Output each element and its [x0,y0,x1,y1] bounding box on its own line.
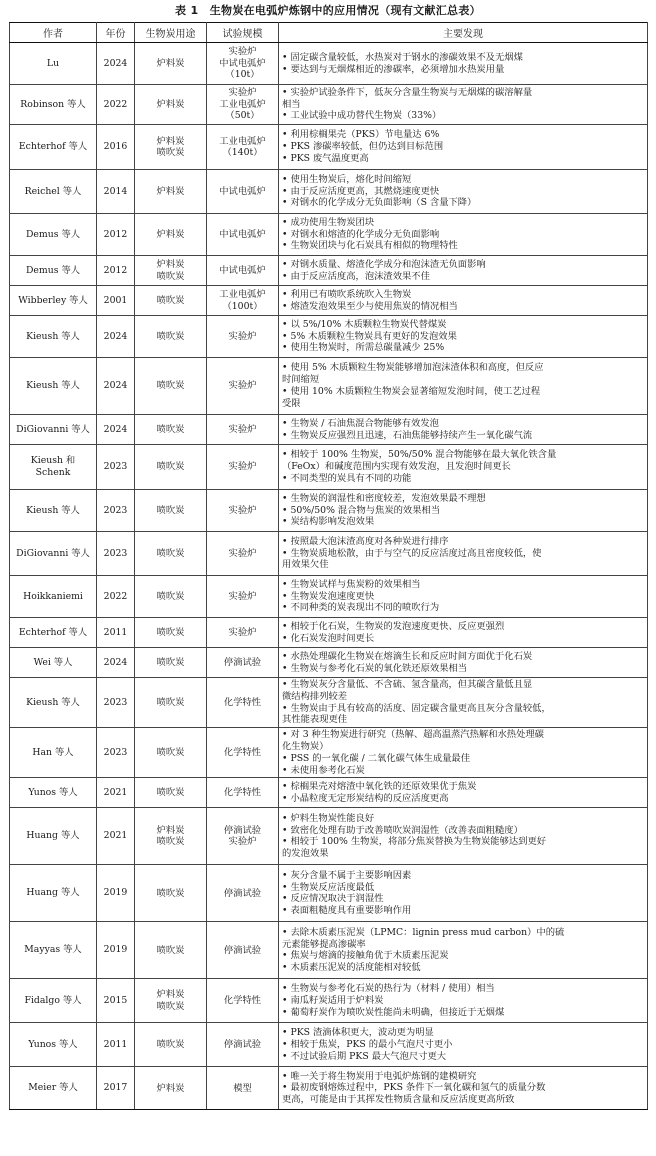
findings-cell [279,618,648,648]
finding-line: 化生物炭） [282,740,329,752]
year-cell: 2014 [97,170,135,214]
finding-line: • 按照最大泡沫渣高度对各种炭进行排序 [282,535,449,547]
year-cell: 2022 [97,576,135,618]
scale-line: 实验炉 [228,380,257,392]
finding-line: • 生物炭灰分含量低、不含硫、氢含量高，但其碳含量低且显 [282,679,533,690]
finding-line: 时间缩短 [282,374,320,386]
finding-line: • 利用已有喷吹系统吹入生物炭 [282,288,412,300]
findings-cell [279,648,648,678]
scale-line: 停滴试验 [223,944,262,956]
table-row [10,214,648,256]
findings-cell [279,728,648,778]
use-cell [135,648,207,678]
finding-line: • 生物炭反应活度最低 [282,881,375,893]
scale-line: 停滴试验 [223,656,262,668]
use-cell [135,490,207,532]
use-line: 炉料炭 [156,57,185,69]
year-cell: 2023 [97,678,135,728]
finding-line: 微结构排列较差 [282,690,348,702]
header-author: 作者 [10,23,97,43]
scale-line: 实验炉 [228,836,257,848]
table-row [10,358,648,415]
finding-line: • 生物炭与参考化石炭的热行为（材料 / 使用）相当 [282,983,495,995]
use-line: 喷吹炭 [156,380,185,392]
use-cell [135,576,207,618]
use-cell [135,678,207,728]
table-row [10,728,648,778]
scale-cell [207,808,279,865]
scale-line: 实验炉 [228,626,257,638]
finding-line: • 生物炭质地松散，由于与空气的反应活度过高且密度较低，使 [282,547,542,559]
year-cell: 2021 [97,808,135,865]
scale-cell [207,778,279,808]
table-row [10,778,648,808]
table-row [10,256,648,286]
findings-cell [279,358,648,415]
author-cell: Demus 等人 [10,256,97,286]
use-line: 喷吹炭 [156,1000,185,1012]
use-line: 喷吹炭 [156,504,185,516]
table-row [10,678,648,728]
use-line: 炉料炭 [156,259,185,271]
scale-line: 实验炉 [228,423,257,435]
scale-cell [207,865,279,922]
finding-line: • 反应情况取决于润湿性 [282,893,384,905]
scale-line: 中试电弧炉 [219,185,266,197]
literature-table [9,22,648,1110]
use-cell [135,445,207,490]
use-cell [135,415,207,445]
use-line: 喷吹炭 [156,590,185,602]
table-row [10,415,648,445]
findings-cell [279,865,648,922]
use-line: 喷吹炭 [156,656,185,668]
finding-line: • 最初废钢熔炼过程中，PKS 条件下一氧化碳和氢气的质量分数 [282,1082,546,1094]
findings-cell [279,979,648,1023]
scale-line: 工业电弧炉 [219,135,266,147]
author-cell: Huang 等人 [10,808,97,865]
scale-line: 化学特性 [223,747,262,759]
year-cell: 2012 [97,256,135,286]
use-line: 炉料炭 [156,98,185,110]
finding-line: • 水热处理碳化生物炭在熔滴生长和反应时间方面优于化石炭 [282,650,533,662]
findings-cell [279,1023,648,1067]
finding-line: • 不过试验后期 PKS 最大气泡尺寸更大 [282,1050,447,1062]
finding-line: • 熔渣发泡效果至少与使用焦炭的情况相当 [282,300,458,312]
year-cell: 2019 [97,922,135,979]
scale-line: 工业电弧炉 [219,98,266,110]
finding-line: • PKS 渣滴体积更大，波动更为明显 [282,1027,434,1039]
use-cell [135,85,207,125]
scale-cell [207,316,279,358]
use-line: 喷吹炭 [156,787,185,799]
author-cell: Kieush 等人 [10,358,97,415]
use-cell [135,808,207,865]
findings-cell [279,214,648,256]
use-line: 炉料炭 [156,185,185,197]
author-cell: Huang 等人 [10,865,97,922]
use-line: 炉料炭 [156,228,185,240]
findings-cell [279,532,648,576]
finding-line: • 不同类型的炭具有不同的功能 [282,472,412,484]
use-cell [135,865,207,922]
table-row [10,43,648,85]
scale-line: 实验炉 [228,46,257,58]
finding-line: 相当 [282,98,301,110]
scale-line: 化学特性 [223,995,262,1007]
finding-line: 用效果欠佳 [282,559,329,571]
use-cell [135,532,207,576]
finding-line: • 相较于 100% 生物炭，将部分焦炭替换为生物炭能够达到更好 [282,836,547,848]
scale-line: 工业电弧炉 [219,289,266,301]
scale-cell [207,979,279,1023]
scale-line: 中试电弧炉 [219,264,266,276]
use-line: 喷吹炭 [156,887,185,899]
use-line: 炉料炭 [156,989,185,1001]
use-cell [135,979,207,1023]
scale-cell [207,728,279,778]
scale-line: 化学特性 [223,787,262,799]
use-line: 喷吹炭 [156,294,185,306]
scale-line: （10t） [225,69,260,81]
scale-line: 实验炉 [228,504,257,516]
use-line: 炉料炭 [156,1082,185,1094]
findings-cell [279,170,648,214]
use-cell [135,618,207,648]
finding-line: • 固定碳含量较低，水热炭对于钢水的渗碳效果不及无烟煤 [282,51,523,63]
scale-cell [207,415,279,445]
scale-cell [207,618,279,648]
author-cell: Fidalgo 等人 [10,979,97,1023]
header-findings: 主要发现 [279,23,648,43]
scale-line: 停滴试验 [223,824,262,836]
use-line: 炉料炭 [156,824,185,836]
findings-cell [279,125,648,170]
author-cell: Kieush 等人 [10,678,97,728]
header-row [10,23,648,43]
header-year: 年份 [97,23,135,43]
finding-line: 元素能够提高渗碳率 [282,938,366,950]
finding-line: • 要达到与无烟煤相近的渗碳率，必须增加水热炭用量 [282,63,505,75]
findings-cell [279,922,648,979]
year-cell: 2012 [97,214,135,256]
table-row [10,648,648,678]
author-cell: Robinson 等人 [10,85,97,125]
use-cell [135,358,207,415]
author-cell: Reichel 等人 [10,170,97,214]
table-row [10,865,648,922]
author-cell: DiGiovanni 等人 [10,532,97,576]
finding-line: • 生物炭与参考化石炭的氧化铁还原效果相当 [282,662,468,674]
author-cell: Meier 等人 [10,1067,97,1110]
finding-line: • 南瓜籽炭适用于炉料炭 [282,994,384,1006]
finding-line: • 使用生物炭时，所需总碳量减少 25% [282,342,445,354]
table-row [10,490,648,532]
scale-line: 实验炉 [228,547,257,559]
table-row [10,922,648,979]
author-cell: Yunos 等人 [10,778,97,808]
findings-cell [279,256,648,286]
use-line: 喷吹炭 [156,147,185,158]
findings-cell [279,678,648,728]
finding-line: • 去除木质素压泥炭（LPMC：lignin press mud carbon）中的硫 [282,926,565,938]
finding-line: • 工业试验中成功替代生物炭（33%） [282,110,442,122]
finding-line: • 灰分含量不属于主要影响因素 [282,869,412,881]
findings-cell [279,85,648,125]
finding-line: 其性能表现更佳 [282,714,348,726]
author-cell: Demus 等人 [10,214,97,256]
author-cell: Echterhof 等人 [10,125,97,170]
author-cell: Kieush 和 Schenk [10,445,97,490]
finding-line: • 实验炉试验条件下，低灰分含量生物炭与无烟煤的碳溶解量 [282,86,533,98]
use-cell [135,316,207,358]
finding-line: • 对钢水和熔渣的化学成分无负面影响 [282,228,440,240]
finding-line: • 生物炭 / 石油焦混合物能够有效发泡 [282,417,439,429]
use-line: 喷吹炭 [156,1039,185,1051]
finding-line: • 使用 10% 木质颗粒生物炭会显著缩短发泡时间，使工艺过程 [282,386,541,397]
table-row [10,445,648,490]
findings-cell [279,316,648,358]
author-cell: Kieush 等人 [10,490,97,532]
scale-cell [207,358,279,415]
scale-line: 实验炉 [228,590,257,602]
finding-line: • 相较于焦炭，PKS 的最小气泡尺寸更小 [282,1038,453,1050]
year-cell: 2023 [97,728,135,778]
scale-cell [207,125,279,170]
finding-line: • 小晶粒度无定形炭结构的反应活度更高 [282,792,449,804]
table-row [10,1023,648,1067]
scale-cell [207,678,279,728]
use-cell [135,125,207,170]
findings-cell [279,778,648,808]
finding-line: • 由于反应活度高，泡沫渣效果不佳 [282,270,430,282]
use-cell [135,778,207,808]
finding-line: • 使用 5% 木质颗粒生物炭能够增加泡沫渣体积和高度，但反应 [282,362,544,374]
finding-line: • 相较于 100% 生物炭，50%/50% 混合物能够在最大氧化铁含量 [282,449,557,461]
year-cell: 2023 [97,532,135,576]
year-cell: 2011 [97,618,135,648]
findings-cell [279,286,648,316]
scale-line: 实验炉 [228,461,257,473]
finding-line: • 表面粗糙度具有重要影响作用 [282,905,412,917]
use-line: 喷吹炭 [156,747,185,759]
year-cell: 2024 [97,316,135,358]
finding-line: • 使用生物炭后，熔化时间缩短 [282,173,412,185]
use-cell [135,1067,207,1110]
table-row [10,170,648,214]
scale-cell [207,445,279,490]
table-row [10,618,648,648]
table-row [10,125,648,170]
use-cell [135,256,207,286]
table-row [10,532,648,576]
scale-cell [207,43,279,85]
scale-cell [207,532,279,576]
use-cell [135,922,207,979]
findings-cell [279,445,648,490]
author-cell: Lu [10,43,97,85]
finding-line: • 唯一关于将生物炭用于电弧炉炼钢的建模研究 [282,1070,477,1082]
table-row [10,576,648,618]
scale-cell [207,490,279,532]
use-cell [135,728,207,778]
finding-line: • PKS 渗碳率较低，但仍达到目标范围 [282,141,444,153]
year-cell: 2021 [97,778,135,808]
scale-line: 中试电弧炉 [219,228,266,240]
table-row [10,808,648,865]
finding-line: • 生物炭的润湿性和密度较差，发泡效果最不理想 [282,492,486,504]
scale-line: 化学特性 [223,696,262,708]
finding-line: • 炭结构影响发泡效果 [282,516,375,528]
header-scale: 试验规模 [207,23,279,43]
finding-line: • 不同种类的炭表现出不同的喷吹行为 [282,602,440,614]
finding-line: 的发泡效果 [282,848,329,860]
use-line: 喷吹炭 [156,330,185,342]
finding-line: • 对钢水的化学成分无负面影响（S 含量下降） [282,197,477,209]
author-cell: Han 等人 [10,728,97,778]
finding-line: • 相较于化石炭，生物炭的发泡速度更快、反应更强烈 [282,620,505,632]
scale-line: 实验炉 [228,330,257,342]
header-use: 生物炭用途 [135,23,207,43]
use-cell [135,286,207,316]
finding-line: • 生物炭由于具有较高的活度、固定碳含量更高且灰分含量较低， [282,702,551,714]
table-row [10,85,648,125]
finding-line: 受限 [282,397,301,409]
scale-cell [207,256,279,286]
finding-line: • 生物炭反应强烈且迅速，石油焦能够持续产生一氧化碳气流 [282,429,533,441]
author-cell: Wibberley 等人 [10,286,97,316]
finding-line: • 利用棕榈果壳（PKS）节电量达 6% [282,129,440,141]
scale-line: 中试电弧炉 [219,57,266,69]
finding-line: • 成功使用生物炭团块 [282,216,375,228]
finding-line: • 致密化处理有助于改善喷吹炭润湿性（改善表面粗糙度） [282,824,523,836]
use-cell [135,43,207,85]
finding-line: • 由于反应活度更高，其燃烧速度更快 [282,185,440,197]
findings-cell [279,490,648,532]
scale-line: （50t） [225,110,260,122]
year-cell: 2024 [97,43,135,85]
author-cell: Wei 等人 [10,648,97,678]
year-cell: 2023 [97,490,135,532]
year-cell: 2017 [97,1067,135,1110]
scale-cell [207,1023,279,1067]
author-cell: Kieush 等人 [10,316,97,358]
year-cell: 2023 [97,445,135,490]
scale-line: （100t） [222,300,263,312]
scale-line: （140t） [222,147,263,158]
use-line: 喷吹炭 [156,547,185,559]
findings-cell [279,1067,648,1110]
table-body [10,43,648,1110]
table-caption: 表 1 生物炭在电弧炉炼钢中的应用情况（现有文献汇总表） [175,4,481,17]
use-line: 喷吹炭 [156,626,185,638]
scale-line: 停滴试验 [223,1039,262,1051]
author-cell: Yunos 等人 [10,1023,97,1067]
author-cell: Mayyas 等人 [10,922,97,979]
scale-line: 停滴试验 [223,887,262,899]
year-cell: 2024 [97,648,135,678]
scale-cell [207,214,279,256]
finding-line: • PSS 的一氧化碳 / 二氧化碳气体生成量最佳 [282,752,471,764]
finding-line: • 未使用参考化石炭 [282,764,365,776]
year-cell: 2015 [97,979,135,1023]
finding-line: 更高，可能是由于其挥发性物质含量和反应活度更高所致 [282,1094,515,1106]
year-cell: 2024 [97,358,135,415]
use-line: 炉料炭 [156,135,185,147]
scale-cell [207,85,279,125]
scale-cell [207,648,279,678]
year-cell: 2016 [97,125,135,170]
use-cell [135,214,207,256]
use-cell [135,1023,207,1067]
finding-line: • 化石炭发泡时间更长 [282,632,375,644]
author-cell: DiGiovanni 等人 [10,415,97,445]
author-cell: Echterhof 等人 [10,618,97,648]
finding-line: • 对钢水质量、熔渣化学成分和泡沫渣无负面影响 [282,258,486,270]
use-cell [135,170,207,214]
use-line: 喷吹炭 [156,836,185,848]
year-cell: 2001 [97,286,135,316]
finding-line: （FeOx）和碱度范围内实现有效发泡，且发泡时间更长 [282,461,511,473]
finding-line: • 生物炭发泡速度更快 [282,590,375,602]
use-line: 喷吹炭 [156,423,185,435]
findings-cell [279,43,648,85]
use-line: 喷吹炭 [156,461,185,473]
year-cell: 2019 [97,865,135,922]
table-row [10,979,648,1023]
finding-line: • PKS 废气温度更高 [282,152,369,164]
scale-line: 实验炉 [228,87,257,99]
finding-line: • 焦炭与熔滴的接触角优于木质素压泥炭 [282,950,449,962]
table-row [10,1067,648,1110]
use-line: 喷吹炭 [156,270,185,282]
findings-cell [279,415,648,445]
finding-line: • 葡萄籽炭作为喷吹炭性能尚未明确，但接近于无烟煤 [282,1006,505,1018]
finding-line: • 炉料生物炭性能良好 [282,812,375,824]
scale-cell [207,922,279,979]
finding-line: • 5% 木质颗粒生物炭具有更好的发泡效果 [282,330,457,342]
finding-line: • 生物炭试样与焦炭粉的效果相当 [282,578,421,590]
use-line: 喷吹炭 [156,696,185,708]
year-cell: 2024 [97,415,135,445]
findings-cell [279,808,648,865]
scale-cell [207,1067,279,1110]
table-row [10,316,648,358]
scale-cell [207,576,279,618]
scale-cell [207,286,279,316]
finding-line: • 棕榈果壳对熔渣中氧化铁的还原效果优于焦炭 [282,781,477,793]
year-cell: 2011 [97,1023,135,1067]
year-cell: 2022 [97,85,135,125]
finding-line: • 50%/50% 混合物与焦炭的效果相当 [282,504,441,516]
finding-line: • 木质素压泥炭的活度能相对较低 [282,962,421,974]
finding-line: • 对 3 种生物炭进行研究（热解、超高温蒸汽热解和水热处理碳 [282,729,544,741]
author-cell: Hoikkaniemi [10,576,97,618]
finding-line: • 以 5%/10% 木质颗粒生物炭代替煤炭 [282,318,447,330]
scale-cell [207,170,279,214]
use-line: 喷吹炭 [156,944,185,956]
finding-line: • 生物炭团块与化石炭具有相似的物理特性 [282,240,458,252]
findings-cell [279,576,648,618]
scale-line: 模型 [233,1082,252,1094]
table-row [10,286,648,316]
